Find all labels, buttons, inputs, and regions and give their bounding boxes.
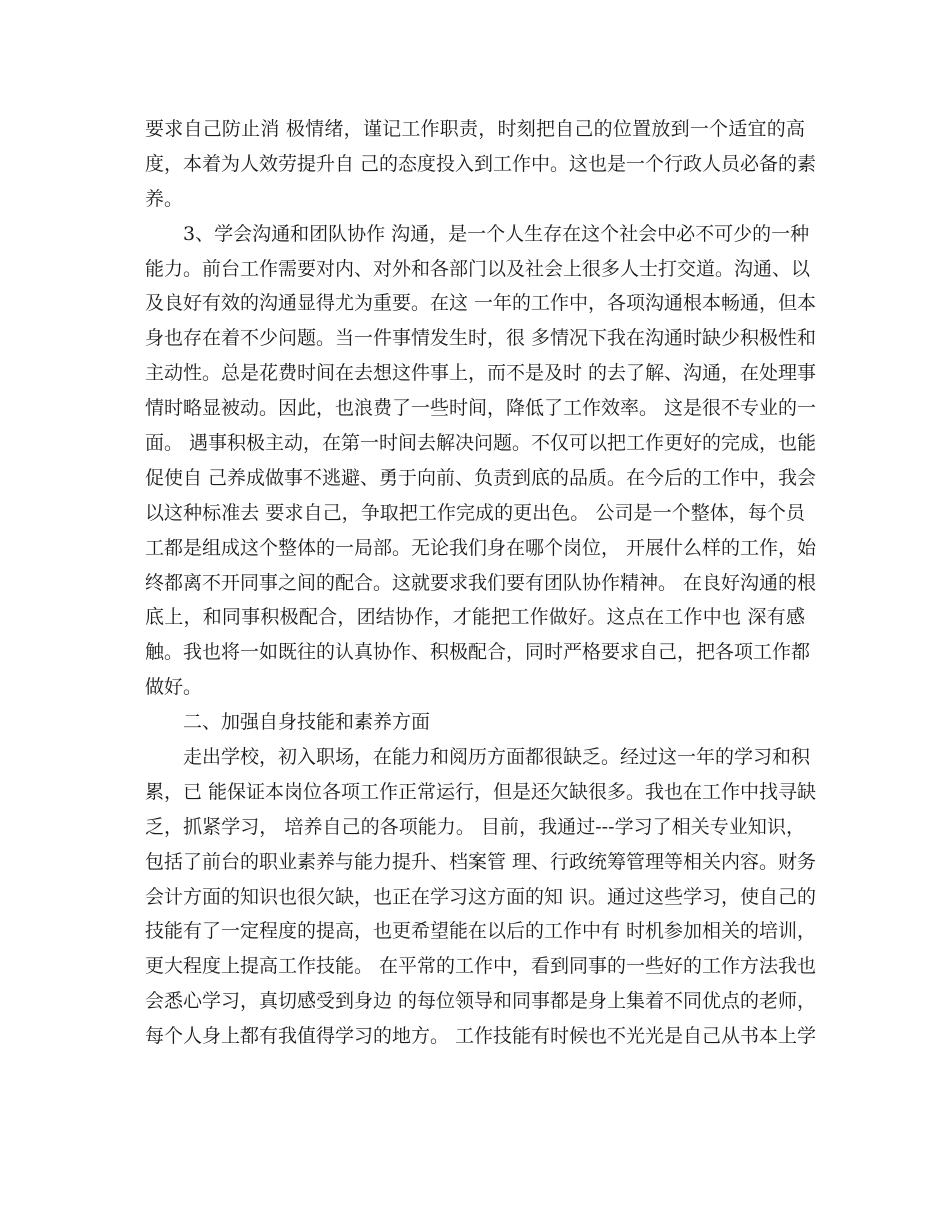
text-line: 底上，和同事积极配合，团结协作，才能把工作做好。这点在工作中也 深有感 — [145, 606, 805, 629]
text-line: 3、学会沟通和团队协作 沟通，是一个人生存在这个社会中必不可少的一种 — [183, 222, 810, 245]
text-line: 每个人身上都有我值得学习的地方。 工作技能有时候也不光光是自己从书本上学 — [145, 1025, 817, 1048]
text-line: 面。 遇事积极主动，在第一时间去解决问题。不仅可以把工作更好的完成，也能 — [145, 432, 817, 455]
text-line: 工都是组成这个整体的一局部。无论我们身在哪个岗位， 开展什么样的工作，始 — [145, 536, 817, 559]
text-line: 乏，抓紧学习， 培养自己的各项能力。 目前，我通过---学习了相关专业知识， — [145, 815, 805, 838]
text-line: 二、加强自身技能和素养方面 — [183, 711, 431, 734]
text-line: 会计方面的知识也很欠缺，也正在学习这方面的知 识。通过这些学习，使自己的 — [145, 885, 817, 908]
text-line: 包括了前台的职业素养与能力提升、档案管 理、行政统筹管理等相关内容。财务 — [145, 850, 817, 873]
text-line: 终都离不开同事之间的配合。这就要求我们要有团队协作精神。 在良好沟通的根 — [145, 571, 817, 594]
text-line: 及良好有效的沟通显得尤为重要。在这 一年的工作中，各项沟通根本畅通，但本 — [145, 292, 817, 315]
text-line: 度，本着为人效劳提升自 己的态度投入到工作中。这也是一个行政人员必备的素 — [145, 152, 817, 175]
text-line: 做好。 — [145, 676, 203, 699]
text-line: 累，已 能保证本岗位各项工作正常运行，但是还欠缺很多。我也在工作中找寻缺 — [145, 780, 817, 803]
text-line: 养。 — [145, 187, 184, 210]
text-line: 触。我也将一如既往的认真协作、积极配合，同时严格要求自己，把各项工作都 — [145, 641, 811, 664]
text-line: 技能有了一定程度的提高，也更希望能在以后的工作中有 时机参加相关的培训， — [145, 920, 817, 943]
text-line: 走出学校，初入职场，在能力和阅历方面都很缺乏。经过这一年的学习和积 — [183, 746, 811, 769]
text-line: 主动性。总是花费时间在去想这件事上，而不是及时 的去了解、沟通，在处理事 — [145, 362, 817, 385]
text-line: 更大程度上提高工作技能。 在平常的工作中，看到同事的一些好的工作方法我也 — [145, 955, 817, 978]
text-line: 能力。前台工作需要对内、对外和各部门以及社会上很多人士打交道。沟通、以 — [145, 257, 811, 280]
text-line: 要求自己防止消 极情绪，谨记工作职责，时刻把自己的位置放到一个适宜的高 — [145, 118, 805, 140]
text-line: 会悉心学习，真切感受到身边 的每位领导和同事都是身上集着不同优点的老师， — [145, 990, 817, 1013]
text-line: 促使自 己养成做事不逃避、勇于向前、负责到底的品质。在今后的工作中，我会 — [145, 466, 817, 489]
body-text — [145, 112, 817, 1054]
text-line: 情时略显被动。因此，也浪费了一些时间，降低了工作效率。 这是很不专业的一 — [145, 397, 817, 420]
text-line: 身也存在着不少问题。当一件事情发生时，很 多情况下我在沟通时缺少积极性和 — [145, 327, 817, 350]
text-line: 以这种标准去 要求自己，争取把工作完成的更出色。 公司是一个整体，每个员 — [145, 501, 805, 524]
